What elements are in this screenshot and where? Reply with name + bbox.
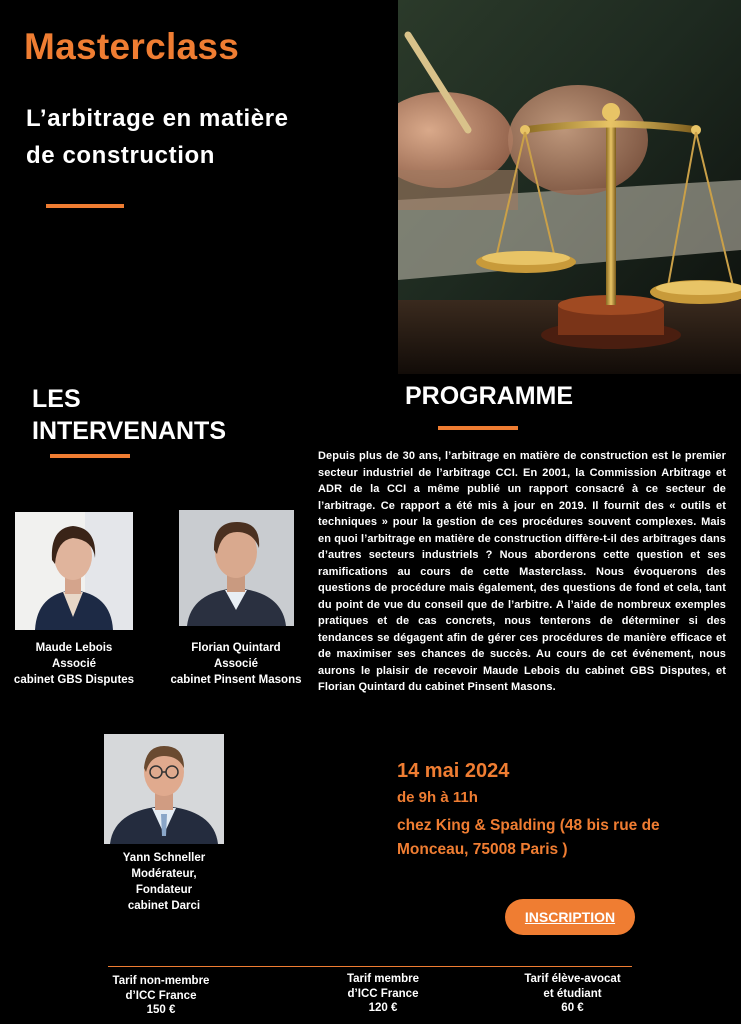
programme-description: Depuis plus de 30 ans, l’arbitrage en matière de construction est le premier secteur industriel de l’arbitrage CCI. En 2001, la Commission Arbitrage et ADR de la CCI a même publié un rapport consacré à ce secteur de l’arbitrage. Ce rapport a été mis à jour en 2019. Il fournit des « outils et techniques » pour la gestion de ces procédures souvent complexes. Mais en quoi l’arbitrage en matière de construction diffère-t-il des arbitrages dans d’autres secteurs industriels ? Nous aborderons cette question et ses ramifications au cours de cette Masterclass. Nous évoquerons des questions de procédure mais également, des questions de fond et cela, tant du point de vue du conseil que de l’arbitre. A l’aide de nombreux exemples pratiques et de cas concrets, nous tenterons de déterminer si des tendances se dégagent afin de gérer ces procédures de manière efficace et de maximiser ses chances de succès. Au cours de cet événement, nous aurons le plaisir de recevoir Maude Lebois du cabinet GBS Disputes, et Florian Quintard du cabinet Pinsent Masons. bbox=[318, 450, 726, 693]
price-value: 150 € bbox=[146, 1004, 176, 1016]
programme-divider bbox=[438, 426, 518, 430]
speaker-caption-3 bbox=[88, 850, 240, 914]
speaker-name: Florian Quintard bbox=[191, 642, 281, 654]
price-value: 120 € bbox=[368, 1002, 398, 1014]
pricing-divider bbox=[108, 966, 632, 967]
speakers-divider bbox=[50, 454, 130, 458]
speakers-heading bbox=[32, 383, 226, 447]
event-details bbox=[397, 760, 732, 862]
programme-heading: PROGRAMME bbox=[405, 382, 574, 410]
speaker-caption-1 bbox=[0, 640, 148, 688]
speaker-firm: cabinet GBS Disputes bbox=[13, 674, 135, 686]
scales-of-justice-photo bbox=[398, 0, 741, 374]
event-date: 14 mai 2024 bbox=[397, 760, 510, 782]
speaker-role: Associé bbox=[51, 658, 97, 670]
subtitle-line-2: de construction bbox=[26, 142, 216, 169]
price-value: 60 € bbox=[561, 1002, 584, 1014]
price-student bbox=[500, 972, 645, 1016]
price-label-2: d’ICC France bbox=[125, 989, 197, 1002]
speakers-heading-line-2: INTERVENANTS bbox=[32, 417, 227, 445]
speakers-heading-line-1: LES bbox=[32, 385, 81, 413]
price-non-member bbox=[96, 974, 226, 1018]
price-label-1: Tarif élève-avocat bbox=[524, 973, 621, 985]
avatar-florian-quintard bbox=[179, 510, 294, 626]
speaker-name: Yann Schneller bbox=[122, 852, 206, 864]
avatar-maude-lebois bbox=[15, 512, 133, 630]
speaker-caption-2 bbox=[156, 640, 316, 688]
speaker-role: Associé bbox=[213, 658, 259, 670]
title-divider bbox=[46, 204, 124, 208]
event-place bbox=[397, 814, 732, 862]
price-label-1: Tarif membre bbox=[346, 973, 419, 985]
price-member bbox=[318, 972, 448, 1016]
speaker-firm: cabinet Darci bbox=[127, 900, 201, 912]
price-label-1: Tarif non-membre bbox=[112, 975, 210, 987]
event-hours: de 9h à 11h bbox=[397, 789, 478, 806]
page-subtitle bbox=[26, 100, 376, 174]
speaker-role-2: Fondateur bbox=[135, 884, 193, 896]
inscription-button[interactable]: INSCRIPTION bbox=[505, 899, 635, 935]
event-place-line-2: Monceau, 75008 Paris ) bbox=[397, 841, 568, 858]
speaker-role: Modérateur, bbox=[131, 868, 197, 880]
avatar-yann-schneller bbox=[104, 734, 224, 844]
speaker-name: Maude Lebois bbox=[35, 642, 113, 654]
page-title: Masterclass bbox=[24, 26, 240, 67]
price-label-2: et étudiant bbox=[543, 987, 602, 1000]
price-label-2: d’ICC France bbox=[347, 987, 419, 1000]
speaker-firm: cabinet Pinsent Masons bbox=[170, 674, 302, 686]
event-place-line-1: chez King & Spalding (48 bis rue de bbox=[397, 817, 660, 834]
subtitle-line-1: L’arbitrage en matière bbox=[26, 105, 289, 132]
